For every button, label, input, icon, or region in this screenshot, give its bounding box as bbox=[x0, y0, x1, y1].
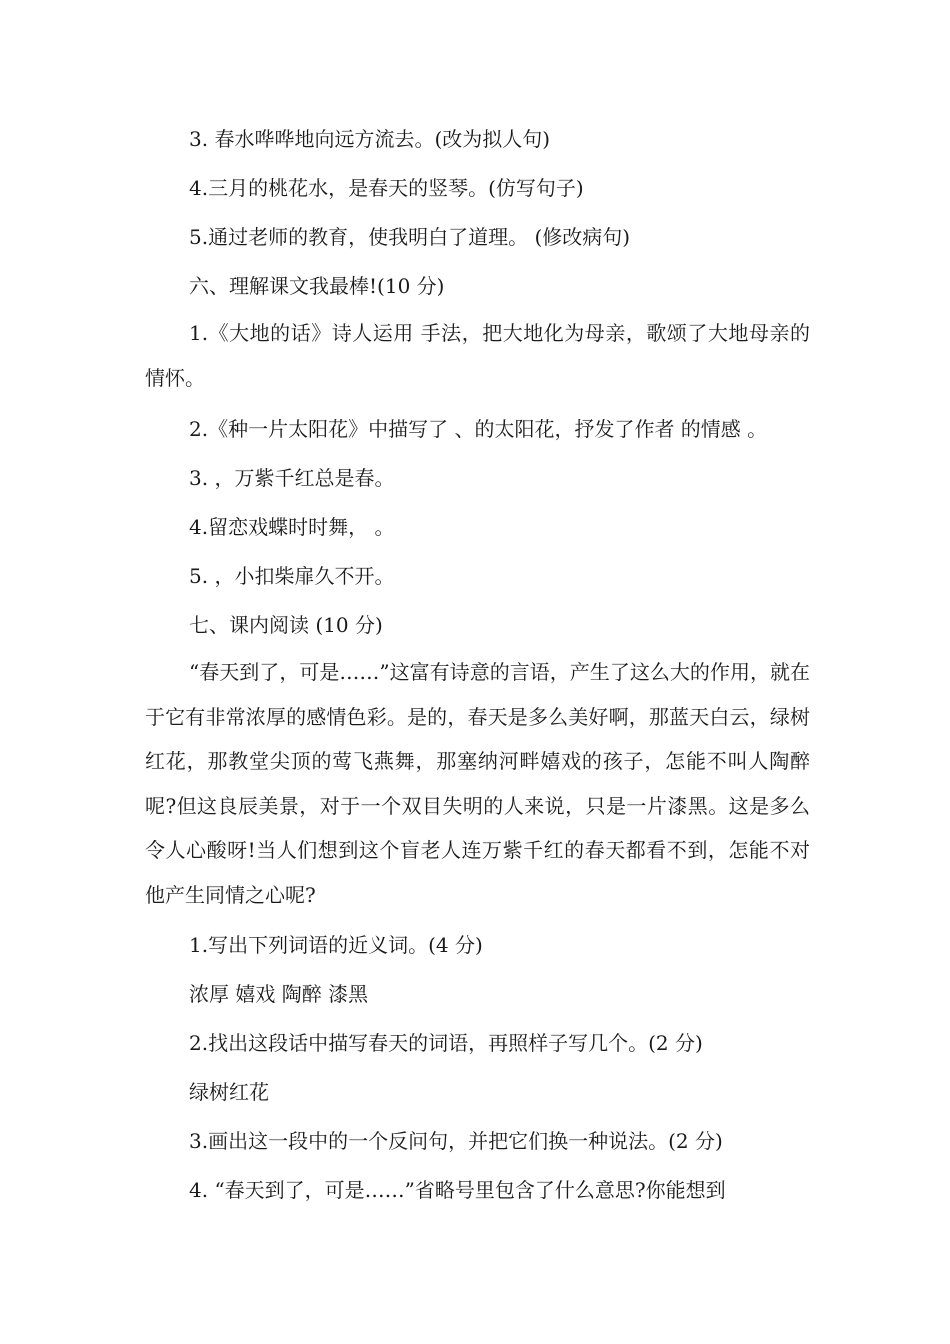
reading-question-ellipsis: 4. “春天到了，可是……”省略号里包含了什么意思?你能想到 bbox=[189, 1178, 726, 1202]
question-sunflower: 2.《种一片太阳花》中描写了 、的太阳花，抒发了作者 的情感 。 bbox=[189, 417, 768, 441]
question-fill-poem-3: 5. ，小扣柴扉久不开。 bbox=[189, 564, 395, 588]
question-fix-sentence: 5.通过老师的教育，使我明白了道理。 (修改病句) bbox=[189, 225, 631, 249]
spring-word-example: 绿树红花 bbox=[189, 1080, 269, 1104]
question-fill-poem-1: 3. ，万紫千红总是春。 bbox=[189, 466, 395, 490]
section-seven-heading: 七、课内阅读 (10 分) bbox=[189, 613, 383, 637]
document-body bbox=[145, 115, 810, 1215]
reading-passage: “春天到了，可是……”这富有诗意的言语，产生了这么大的作用，就在于它有非常浓厚的感情色彩。是的，春天是多么美好啊，那蓝天白云，绿树红花，那教堂尖顶的莺飞燕舞，那塞纳河畔嬉戏的孩子，怎能不叫人陶醉呢?但这良辰美景，对于一个双目失明的人来说，只是一片漆黑。这是多么令人心酸呀!当人们想到这个盲老人连万紫千红的春天都看不到，怎能不对他产生同情之心呢? bbox=[145, 660, 810, 907]
reading-question-rhetorical: 3.画出这一段中的一个反问句，并把它们换一种说法。(2 分) bbox=[189, 1129, 723, 1153]
question-imitate-sentence: 4.三月的桃花水，是春天的竖琴。(仿写句子) bbox=[189, 176, 584, 200]
reading-question-synonyms: 1.写出下列词语的近义词。(4 分) bbox=[189, 933, 483, 957]
question-personification: 3. 春水哗哗地向远方流去。(改为拟人句) bbox=[189, 127, 551, 151]
synonym-words: 浓厚 嬉戏 陶醉 漆黑 bbox=[189, 982, 369, 1006]
reading-question-spring-words: 2.找出这段话中描写春天的词语，再照样子写几个。(2 分) bbox=[189, 1031, 703, 1055]
question-earth-poem: 1.《大地的话》诗人运用 手法，把大地化为母亲，歌颂了大地母亲的 情怀。 bbox=[145, 321, 810, 390]
question-fill-poem-2: 4.留恋戏蝶时时舞， 。 bbox=[189, 515, 395, 539]
section-six-heading: 六、理解课文我最棒!(10 分) bbox=[189, 274, 445, 298]
